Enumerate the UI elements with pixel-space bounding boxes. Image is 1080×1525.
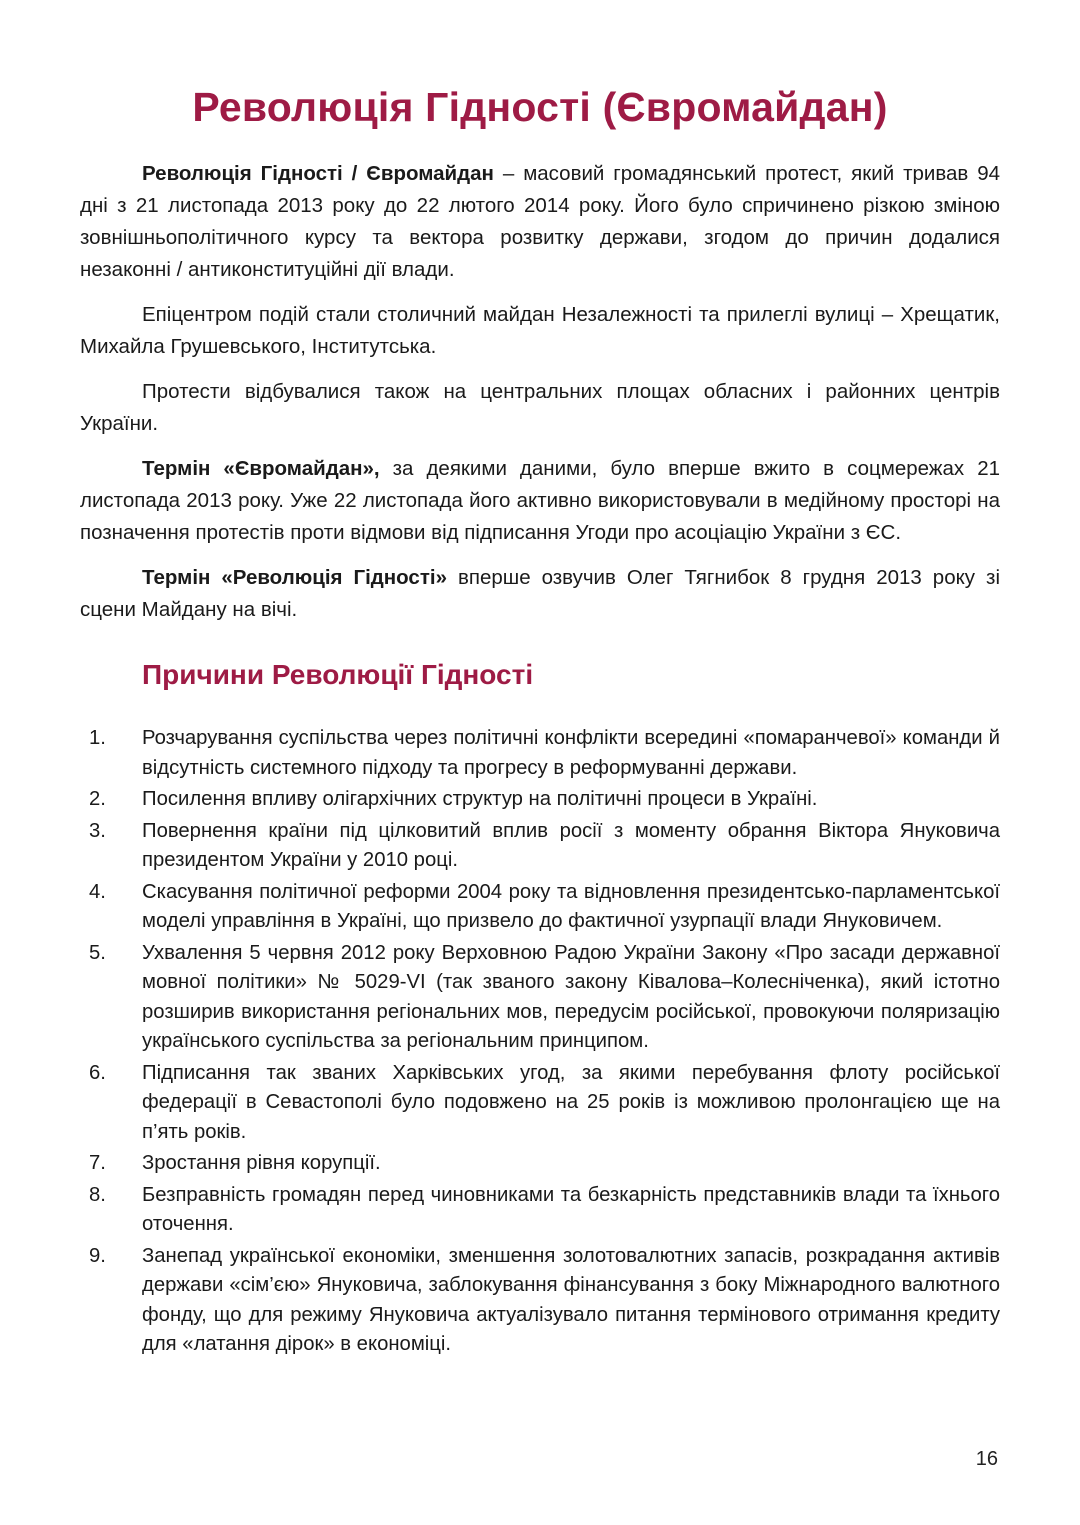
intro-paragraph [80, 376, 1000, 440]
section-heading: Причини Революції Гідності [142, 659, 534, 690]
list-item-text: Ухвалення 5 червня 2012 року Верховною Радою України Закону «Про засади державної мовної політики» № 5029-VI (так званого закону Ківалова–Колесніченка), який істотно розширив використання регіональних мов, передусім російської, провокуючи поляризацію українського суспільства за регіональним принципом. [142, 941, 1000, 1052]
list-item-number: 3. [89, 819, 106, 842]
page-number: 16 [975, 1448, 998, 1470]
paragraph-text: Епіцентром подій стали столичний майдан Незалежності та прилеглі вулиці – Хрещатик, Михайла Грушевського, Інститутська. [80, 303, 1000, 358]
paragraph-text: – масовий громадянський протест, який тривав 94 дні з 21 листопада 2013 року до 22 лютого 2014 року. Його було спричинено різкою зміною зовнішньополітичного курсу та вектора розвитку держави, згодом до причин додалися незаконні / антиконституційні дії влади. [80, 162, 1000, 281]
list-item-text: Посилення впливу олігархічних структур на політичні процеси в Україні. [142, 788, 818, 810]
list-item-number: 4. [89, 880, 106, 903]
list-item-text: Зростання рівня корупції. [142, 1152, 381, 1174]
page-title: Революція Гідності (Євромайдан) [192, 84, 888, 130]
list-item-number: 8. [89, 1183, 106, 1206]
paragraph-lead: Революція Гідності / Євромайдан [142, 162, 494, 185]
list-item [80, 724, 1000, 783]
list-item-text: Розчарування суспільства через політичні конфлікти всередині «помаранчевої» команди й відсутність системного підходу та прогресу в реформуванні держави. [142, 727, 1000, 779]
list-item [80, 785, 1000, 815]
paragraph-text: за деякими даними, було вперше вжито в соцмережах 21 листопада 2013 року. Уже 22 листопада його активно використовували в медійному просторі на позначення протестів проти відмови від підписання Угоди про асоціацію України з ЄС. [80, 457, 1000, 544]
list-item-number: 1. [89, 727, 106, 749]
paragraph-text: вперше озвучив Олег Тягнибок 8 грудня 2013 року зі сцени Майдану на вічі. [80, 566, 1001, 621]
intro-paragraph [80, 562, 1000, 626]
list-item [80, 817, 1000, 876]
list-item-text: Занепад української економіки, зменшення золотовалютних запасів, розкрадання активів держави «сім’єю» Януковича, заблокування фінансування з боку Міжнародного валютного фонду, що для режиму Януковича актуалізувало питання термінового отримання кредиту для «латання дірок» в економіці. [142, 1244, 1000, 1355]
causes-list [80, 724, 1000, 1360]
list-item-number: 6. [89, 1061, 106, 1084]
paragraph-lead: Термін «Революція Гідності» [142, 566, 447, 589]
list-item-number: 7. [89, 1152, 106, 1174]
list-item [80, 1242, 1000, 1360]
intro-paragraph [80, 158, 1000, 286]
list-item-number: 5. [89, 941, 106, 964]
list-item [80, 1181, 1000, 1240]
list-item [80, 878, 1000, 937]
intro-paragraph [80, 299, 1000, 363]
list-item-text: Підписання так званих Харківських угод, за якими перебування флоту російської федерації в Севастополі було подовжено на 25 років із можливою пролонгацією ще на п’ять років. [142, 1061, 1000, 1143]
list-item-text: Скасування політичної реформи 2004 року та відновлення президентсько-парламентської моделі управління в Україні, що призвело до фактичної узурпації влади Януковичем. [142, 880, 1000, 932]
list-item [80, 1059, 1000, 1148]
list-item-text: Безправність громадян перед чиновниками та безкарність представників влади та їхнього оточення. [142, 1183, 1000, 1235]
paragraph-text: Протести відбувалися також на центральних площах обласних і районних центрів України. [80, 380, 1000, 435]
list-item-number: 9. [89, 1244, 106, 1267]
intro-paragraph [80, 453, 1000, 549]
list-item-number: 2. [89, 788, 106, 810]
list-item [80, 939, 1000, 1057]
list-item-text: Повернення країни під цілковитий вплив росії з моменту обрання Віктора Януковича президентом України у 2010 році. [142, 819, 1000, 871]
paragraph-lead: Термін «Євромайдан», [142, 457, 380, 480]
list-item [80, 1149, 1000, 1179]
